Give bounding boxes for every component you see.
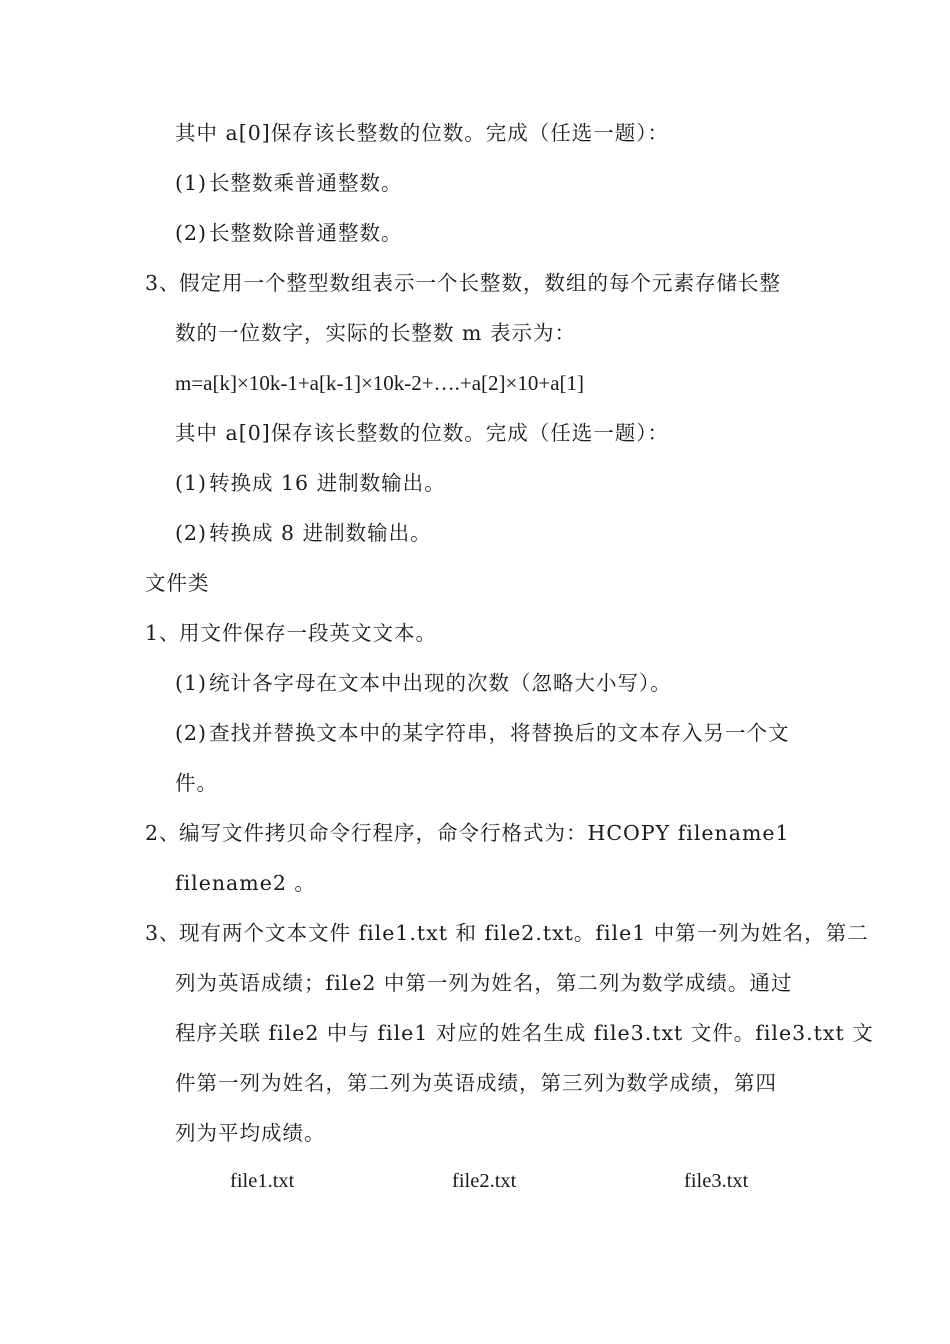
text-line — [175, 970, 792, 996]
line-text: filename2 。 — [175, 871, 316, 895]
line-text: 列为英语成绩；file2 中第一列为姓名，第二列为数学成绩。通过 — [175, 971, 793, 995]
list-marker: (2) — [175, 721, 208, 745]
heading-text: 文件类 — [145, 571, 210, 595]
list-item — [175, 470, 446, 496]
line-text: 假定用一个整型数组表示一个长整数，数组的每个元素存储长整 — [179, 271, 781, 295]
list-marker: (1) — [175, 471, 208, 495]
line-text: 现有两个文本文件 file1.txt 和 file2.txt。file1 中第一列为姓名，第二 — [179, 921, 869, 945]
list-marker: 3、 — [145, 921, 181, 945]
table-header-file1: file1.txt — [230, 1170, 295, 1192]
line-text: 其中 a[0]保存该长整数的位数。完成（任选一题）： — [175, 421, 670, 445]
text-line — [175, 120, 669, 146]
line-text: 数的一位数字，实际的长整数 m 表示为： — [175, 321, 576, 345]
line-text: 统计各字母在文本中出现的次数（忽略大小写）。 — [209, 671, 672, 695]
list-item — [175, 720, 790, 746]
line-text: 件。 — [175, 771, 218, 795]
list-marker: (2) — [175, 521, 208, 545]
line-text: 用文件保存一段英文文本。 — [179, 621, 437, 645]
text-line — [175, 770, 218, 796]
list-marker: (1) — [175, 171, 208, 195]
text-line — [175, 320, 576, 346]
line-text: 长整数除普通整数。 — [209, 221, 403, 245]
line-text: 编写文件拷贝命令行程序，命令行格式为：HCOPY filename1 — [179, 821, 790, 845]
list-item — [175, 670, 672, 696]
line-text: 件第一列为姓名，第二列为英语成绩，第三列为数学成绩，第四 — [175, 1071, 777, 1095]
line-text: 其中 a[0]保存该长整数的位数。完成（任选一题）： — [175, 121, 670, 145]
list-item — [145, 820, 790, 846]
line-text: 程序关联 file2 中与 file1 对应的姓名生成 file3.txt 文件。file3.txt 文 — [175, 1021, 874, 1045]
list-marker: 1、 — [145, 621, 181, 645]
line-text: 长整数乘普通整数。 — [209, 171, 403, 195]
table-header-file2: file2.txt — [452, 1170, 517, 1192]
text-line — [175, 1070, 777, 1096]
list-item — [145, 620, 437, 646]
list-marker: 3、 — [145, 271, 181, 295]
text-line — [175, 870, 316, 896]
list-marker: (2) — [175, 221, 208, 245]
list-item — [145, 920, 869, 946]
list-item — [175, 520, 432, 546]
line-text: 查找并替换文本中的某字符串，将替换后的文本存入另一个文 — [209, 721, 790, 745]
section-heading — [145, 570, 210, 596]
text-line — [175, 420, 669, 446]
table-header-file3: file3.txt — [684, 1170, 749, 1192]
list-item — [175, 220, 403, 246]
formula-text: m=a[k]×10k-1+a[k-1]×10k-2+….+a[2]×10+a[1] — [175, 371, 585, 395]
formula-line — [175, 370, 584, 396]
list-marker: 2、 — [145, 821, 181, 845]
text-line — [175, 1120, 326, 1146]
list-marker: (1) — [175, 671, 208, 695]
line-text: 转换成 16 进制数输出。 — [209, 471, 446, 495]
line-text: 列为平均成绩。 — [175, 1121, 326, 1145]
text-line — [175, 1020, 874, 1046]
list-item — [175, 170, 403, 196]
list-item — [145, 270, 781, 296]
line-text: 转换成 8 进制数输出。 — [209, 521, 432, 545]
